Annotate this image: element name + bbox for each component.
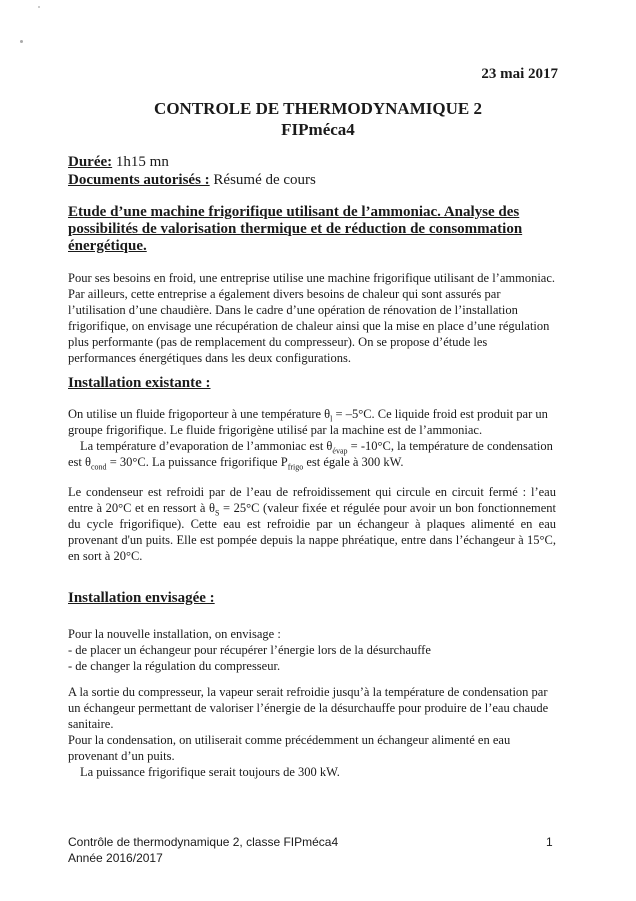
text-run: = 30°C. La puissance frigorifique P [106, 455, 288, 469]
text-run: est égale à 300 kW. [303, 455, 404, 469]
duration-line [68, 153, 169, 171]
text-run: = 25°C (valeur fixée et régulée pour avoir un bon fonctionnement du cycle frigorifique). Cette eau est refroidie par un échangeur à plaques alimenté en eau provenant d'un puits. Elle est pompée depuis la nappe phréatique, entre dans l’échangeur à 15°C, en sort à 20°C. [68, 501, 557, 563]
page-subtitle: FIPméca4 [281, 120, 355, 139]
text-run: Le condenseur est refroidi par de l’eau de refroidissement qui circule en circuit fermé : l’eau entre à 20°C et en ressort à θ [68, 485, 556, 515]
text-run: La puissance frigorifique serait toujours de 300 kW. [80, 765, 340, 779]
footer-line: Contrôle de thermodynamique 2, classe FIPméca4 [68, 835, 339, 849]
planned-paragraph-2: Pour la condensation, on utiliserait comme précédemment un échangeur alimenté en eau provenant d’un puits. [68, 733, 511, 763]
text-run: = –5°C. Ce liquide froid est produit par un groupe frigorifique. Le fluide frigorigène utilisé par la machine est de l’ammoniac. [68, 407, 548, 437]
subscript: évap [332, 446, 348, 456]
page-number: 1 [546, 835, 553, 849]
documents-label: Documents autorisés : [68, 172, 210, 188]
section-heading-existing: Installation existante : [68, 375, 211, 391]
list-item: - de changer la régulation du compresseur. [68, 659, 281, 673]
list-intro: Pour la nouvelle installation, on envisage : [68, 627, 281, 641]
exam-subject: Etude d’une machine frigorifique utilisant de l’ammoniac. Analyse des possibilités de valorisation thermique et de réduction de consommation énergétique. [68, 204, 523, 254]
planned-paragraph-1: A la sortie du compresseur, la vapeur serait refroidie jusqu’à la température de condensation par un échangeur permettant de valoriser l’énergie de la désurchauffe pour produire de l’eau chaude sanitaire. [68, 685, 549, 731]
scan-speck [20, 40, 23, 43]
text-run: La température d’evaporation de l’ammoniac est θ [80, 439, 333, 453]
footer-line: Année 2016/2017 [68, 851, 163, 865]
duration-label: Durée: [68, 154, 113, 170]
existing-paragraph-2 [68, 484, 556, 564]
subscript: l [330, 414, 333, 424]
exam-date: 23 mai 2017 [481, 66, 558, 82]
scan-speck [38, 6, 40, 8]
planned-paragraph-3 [68, 764, 556, 780]
intro-paragraph: Pour ses besoins en froid, une entreprise utilise une machine frigorifique utilisant de l’ammoniac. Par ailleurs, cette entreprise a également divers besoins de chaleur qui sont assurés par l’utilisation d’une chaudière. Dans le cadre d’une opération de rénovation de l’installation frigorifique, on envisage une récupération de chaleur ainsi que la mise en place d’une régulation plus performante (pas de remplacement du compresseur). On se propose d’étude les performances énergétiques dans les deux configurations. [68, 271, 556, 365]
page-title: CONTROLE DE THERMODYNAMIQUE 2 [154, 99, 482, 118]
documents-line [68, 171, 316, 189]
list-item: - de placer un échangeur pour récupérer l’énergie lors de la désurchauffe [68, 643, 431, 657]
subscript: frigo [287, 462, 304, 472]
documents-value: Résumé de cours [209, 172, 316, 188]
section-heading-planned: Installation envisagée : [68, 590, 215, 606]
planned-list [68, 626, 556, 674]
text-run: On utilise un fluide frigoporteur à une température θ [68, 407, 331, 421]
existing-paragraph-1 [68, 406, 556, 470]
page-footer [68, 834, 338, 866]
duration-value: 1h15 mn [112, 154, 169, 170]
subscript: S [215, 508, 220, 518]
text-run: = -10°C, la température de condensation est θ [68, 439, 553, 469]
planned-paragraphs [68, 684, 556, 780]
subscript: cond [91, 462, 107, 472]
